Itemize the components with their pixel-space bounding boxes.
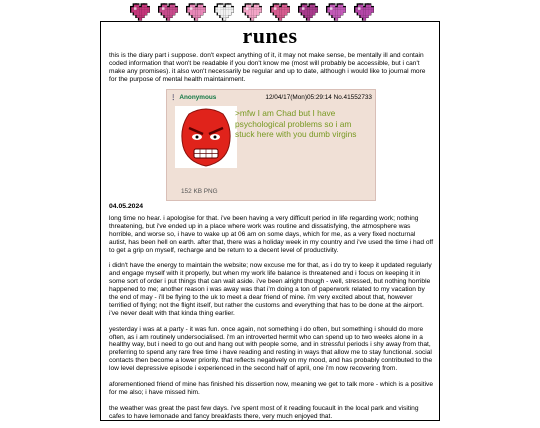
heart-icon — [268, 2, 293, 23]
heart-icon — [212, 2, 237, 23]
heart-icon — [156, 2, 181, 23]
entry-body — [109, 215, 434, 428]
post-greentext: >mfw I am Chad but I have psychological problems so i am stuck here with you dumb virgins — [235, 108, 357, 139]
post-image-info: 152 KB PNG — [181, 188, 218, 195]
entry-paragraph: long time no hear. i apologise for that. i've been having a very difficult period in life regarding work; nothing threatening, but i've ended up in a place where work was routine and dissatisfying, the atmosphere was horrible, and worse so, i have to wake up at 06 am on some days, which for me, as a very fixed nocturnal autist, has been hell on earth. after that, there was a holiday week in my country and i've used the time i had off to get a grip on myself, recharge and be return to a decent level of productivity. — [109, 215, 434, 254]
heart-icon — [352, 2, 377, 23]
entry-paragraph: the weather was great the past few days. i've spent most of it reading foucault in the local park and visiting cafes to have lemonade and fancy breakfasts there, very much enjoyed that. — [109, 404, 419, 420]
heart-icon — [240, 2, 265, 23]
entry-paragraph: i didn't have the energy to maintain the website; now excuse me for that, as i do try to keep it updated regularly and engage myself with it properly, but when my work life balance is threatened and i focus on keeping it in some sort of order i put things that can wait aside. i've been alright though - well, stressed, but nothing horrible happened to me; another reason i was away was that i'm doing a ton of paperwork related to my vacation by the end of may - i'll be flying to the uk to meet a dear friend of mine. i'm very excited about that, however terrified of flying; not the flight itself, but rather the customs and everything that has to be done at the airport. i've never dealt with that kinda thing earlier. — [109, 262, 432, 317]
intro-text: this is the diary part i suppose. don't expect anything of it, it may not make sense, be mentally ill and contain coded information that won't be readable if you don't know me (most will probably be accessible, but i can't make any promises). it also won't necessarily be regular and up to date, although i would like to journal more for the purpose of mental health maintainment. — [109, 52, 426, 83]
heart-icon — [296, 2, 321, 23]
post-meta: 12/04/17(Mon)05:29:14 No.41552733 — [265, 93, 372, 101]
post-header — [170, 93, 372, 101]
heart-icon — [324, 2, 349, 23]
diary-panel — [100, 21, 440, 421]
heart-banner — [128, 2, 377, 23]
heart-icon — [128, 2, 153, 23]
entry-paragraph: yesterday i was at a party - it was fun. once again, not something i do often, but something i should do more often, as i am routinely undersocialised. i'm an introverted hermit who can spend up to two weeks alone in a healthy way, but i need to go out and hang out with people some, and in stressful periods i shy away from that, preferring to spend any rare free time i have reading and resting in ways that allow me to stay functional. social contacts then become a lower priority. that reflects negatively on my mood, and has probably contributed to the low level depressive episode i experienced in the second half of april, one i'm now recovering from. — [109, 325, 433, 373]
entry-paragraph: aforementioned friend of mine has finished his dissertion now, meaning we get to talk more - which is a positive for me also; i have missed him. — [109, 380, 433, 396]
quoted-post — [166, 89, 376, 201]
post-menu-icon[interactable]: ⋮ — [170, 94, 177, 101]
angry-face-image[interactable] — [175, 106, 237, 168]
post-author: Anonymous — [179, 93, 217, 101]
entry-date: 04.05.2024 — [109, 203, 144, 210]
page-title: runes — [242, 23, 298, 48]
heart-icon — [184, 2, 209, 23]
